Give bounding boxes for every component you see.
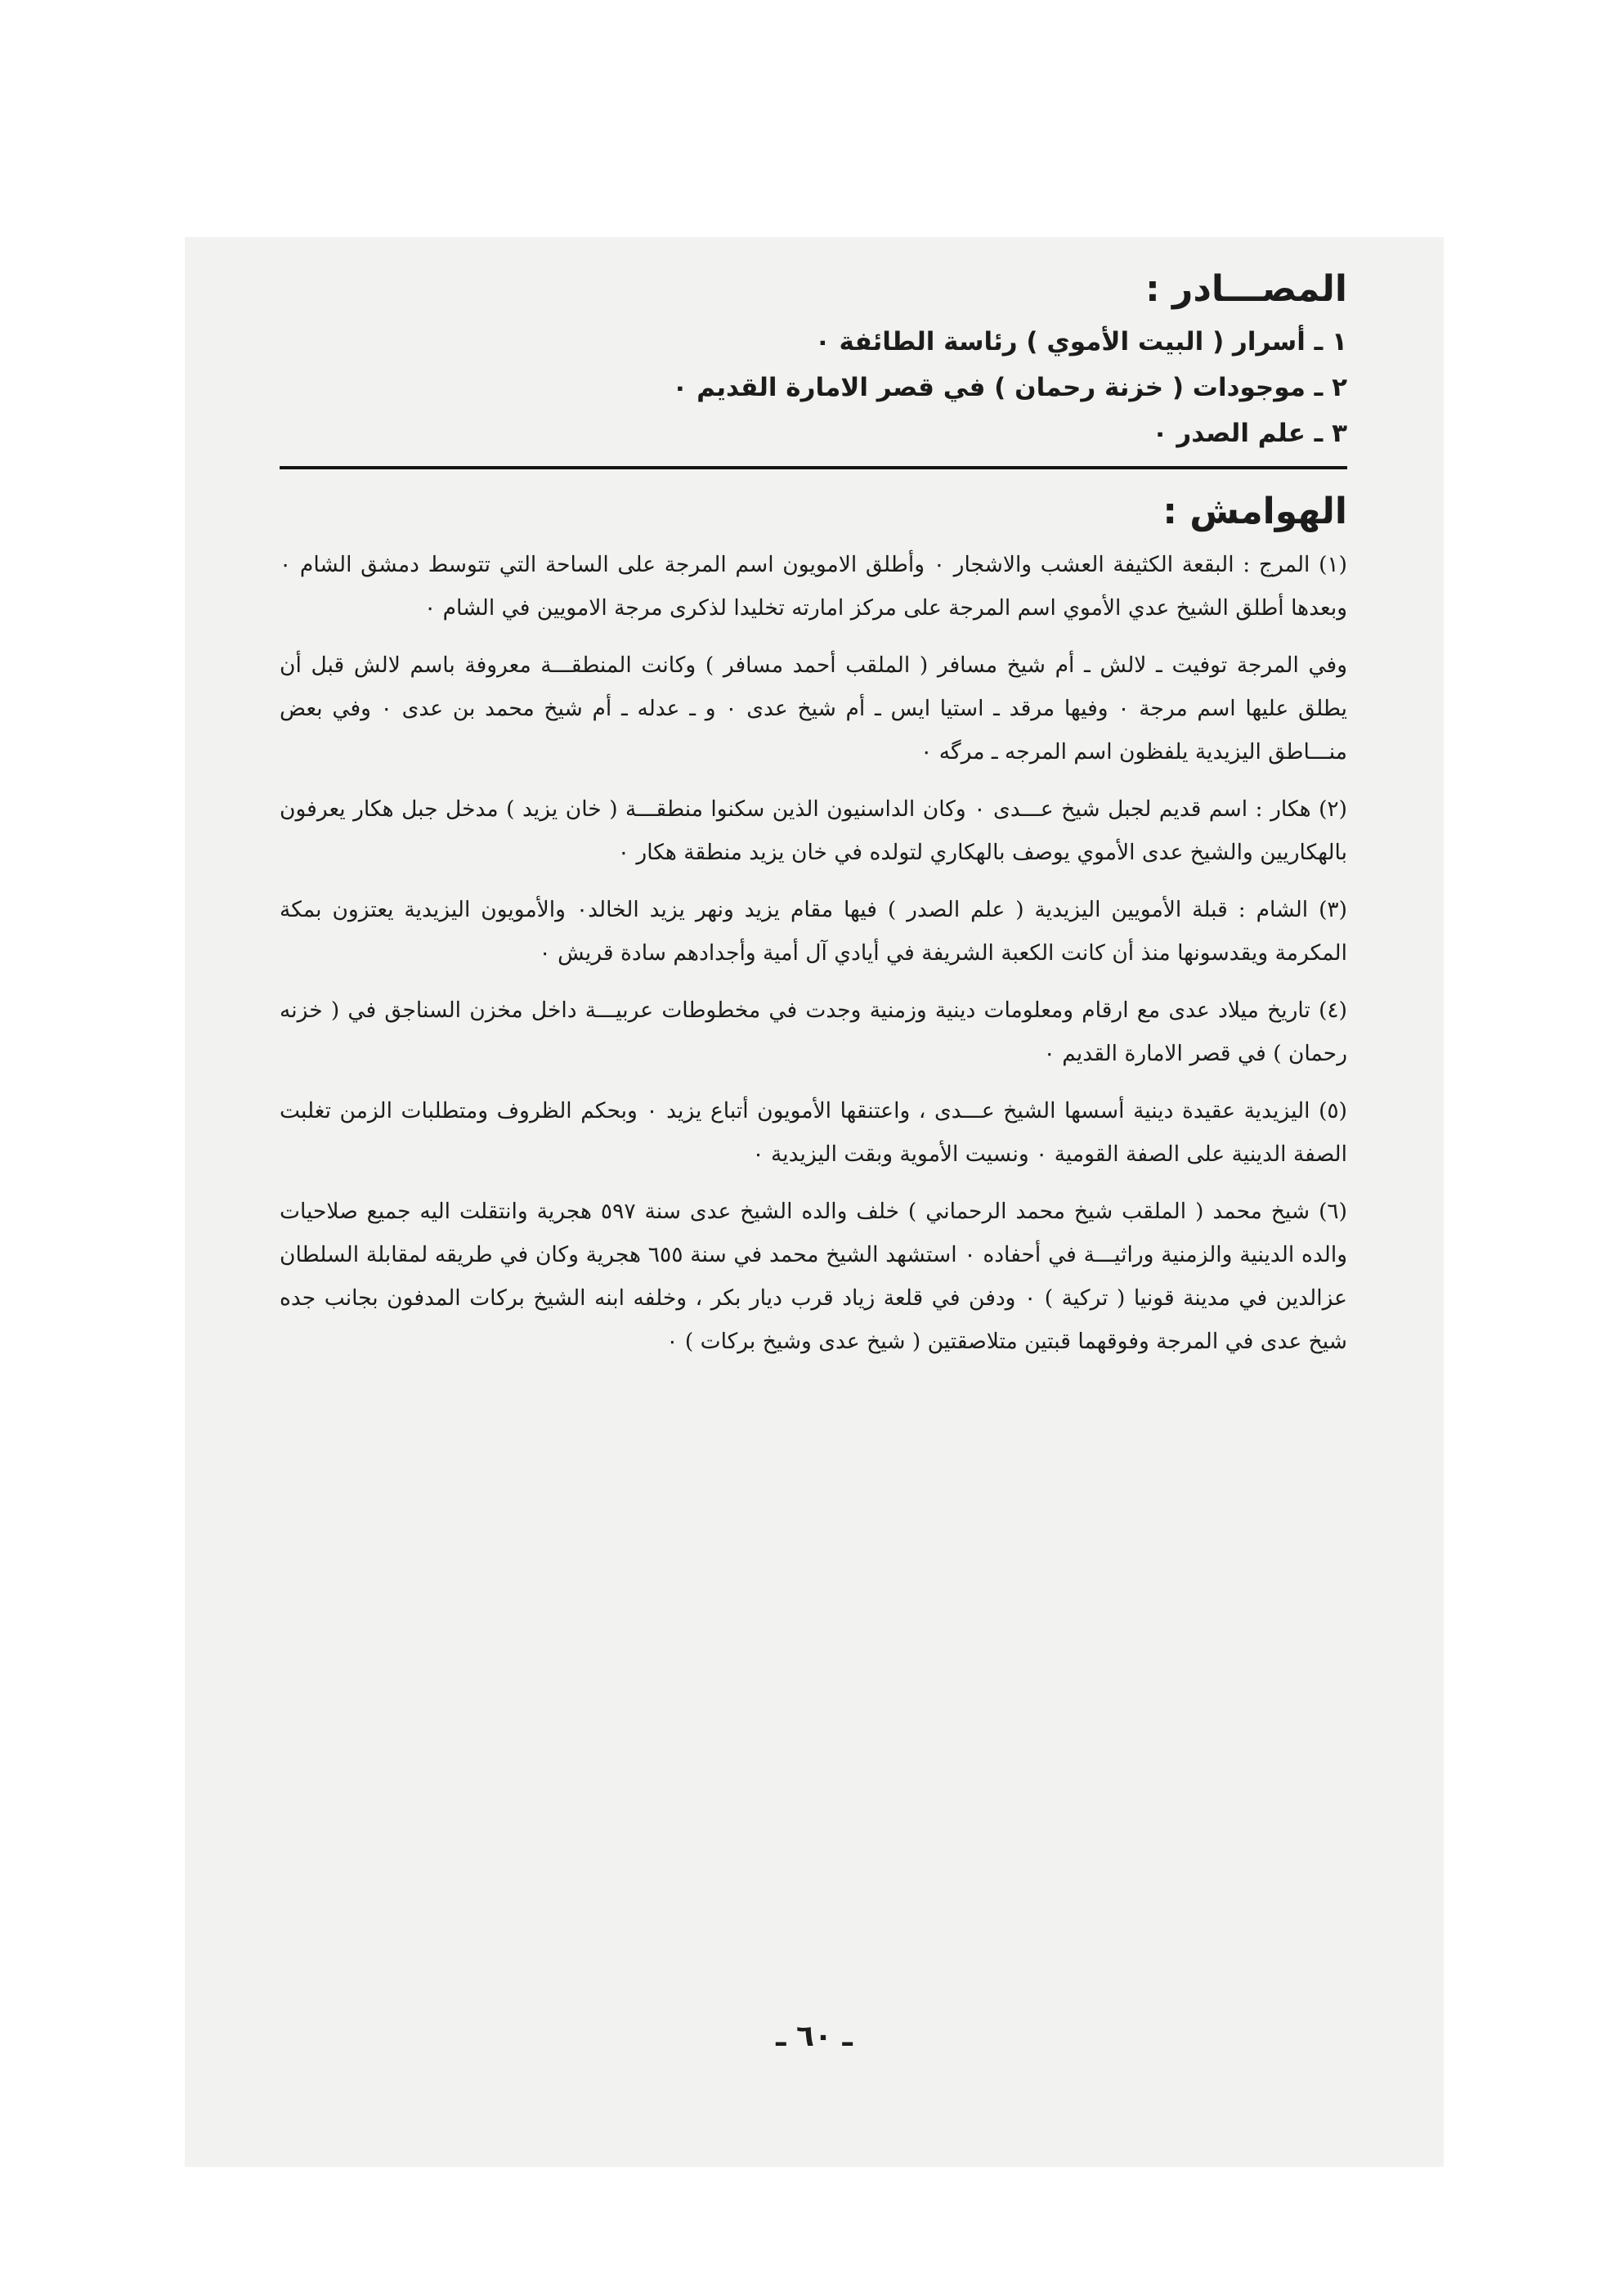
book-page xyxy=(185,237,1444,2167)
source-item: ٢ ـ موجودات ( خزنة رحمان ) في قصر الامارة القديم ٠ xyxy=(672,373,1347,402)
footnote-paragraph: (٦) شيخ محمد ( الملقب شيخ محمد الرحماني ) خلف والده الشيخ عدى سنة ٥٩٧ هجرية وانتقلت اليه جميع صلاحيات والده الدينية والزمنية وراثيـــة في أحفاده ٠ استشهد الشيخ محمد في سنة ٦٥٥ هجرية وكان في طريقه لمقابلة السلطان عزالدين في مدينة قونيا ( تركية ) ٠ ودفن في قلعة زياد قرب ديار بكر ، وخلفه ابنه الشيخ بركات المدفون بجانب جده شيخ عدى في المرجة وفوقهما قبتين متلاصقتين ( شيخ عدى وشيخ بركات ) ٠ xyxy=(280,1199,1347,1354)
source-item: ١ ـ أسرار ( البيت الأموي ) رئاسة الطائفة ٠ xyxy=(814,327,1347,357)
footnote-paragraph: وفي المرجة توفيت ـ لالش ـ أم شيخ مسافر ( الملقب أحمد مسافر ) وكانت المنطقـــة معروفة باسم لالش قبل أن يطلق عليها اسم مرجة ٠ وفيها مرقد ـ استيا ايس ـ أم شيخ عدى ٠ و ـ عدله ـ أم شيخ محمد بن عدى ٠ وفي بعض منـــاطق اليزيدية يلفظون اسم المرجه ـ مرگه ٠ xyxy=(280,652,1347,765)
footnote-paragraph: (٢) هكار : اسم قديم لجبل شيخ عـــدى ٠ وكان الداسنيون الذين سكنوا منطقـــة ( خان يزيد ) مدخل جبل هكار يعرفون بالهكاريين والشيخ عدى الأموي يوصف بالهكاري لتولده في خان يزيد منطقة هكار ٠ xyxy=(280,796,1347,865)
footnotes xyxy=(280,543,1347,1363)
source-item: ٣ ـ علم الصدر ٠ xyxy=(1152,419,1347,448)
section-divider xyxy=(280,466,1347,469)
footnote-paragraph: (١) المرج : البقعة الكثيفة العشب والاشجار ٠ وأطلق الامويون اسم المرجة على الساحة التي تتوسط دمشق الشام ٠ وبعدها أطلق الشيخ عدي الأموي اسم المرجة على مركز امارته تخليدا لذكرى مرجة الامويين في الشام ٠ xyxy=(280,552,1347,621)
notes-heading: الهوامش : xyxy=(1162,491,1347,532)
footnote-paragraph: (٣) الشام : قبلة الأمويين اليزيدية ( علم الصدر ) فيها مقام يزيد ونهر يزيد الخالد٠ والأمويون اليزيدية يعتزون بمكة المكرمة ويقدسونها منذ أن كانت الكعبة الشريفة في أيادي آل أمية وأجدادهم سادة قريش ٠ xyxy=(280,897,1347,966)
page-number: ـ ٦٠ ـ xyxy=(776,2020,853,2053)
footnote-paragraph: (٥) اليزيدية عقيدة دينية أسسها الشيخ عـــدى ، واعتنقها الأمويون أتباع يزيد ٠ وبحكم الظروف ومتطلبات الزمن تغلبت الصفة الدينية على الصفة القومية ٠ ونسيت الأموية وبقت اليزيدية ٠ xyxy=(280,1098,1347,1167)
sources-list xyxy=(280,319,1347,456)
sources-heading: المصـــادر : xyxy=(1145,268,1347,310)
footnote-paragraph: (٤) تاريخ ميلاد عدى مع ارقام ومعلومات دينية وزمنية وجدت في مخطوطات عربيـــة داخل مخزن السناجق في ( خزنه رحمان ) في قصر الامارة القديم ٠ xyxy=(280,998,1347,1066)
